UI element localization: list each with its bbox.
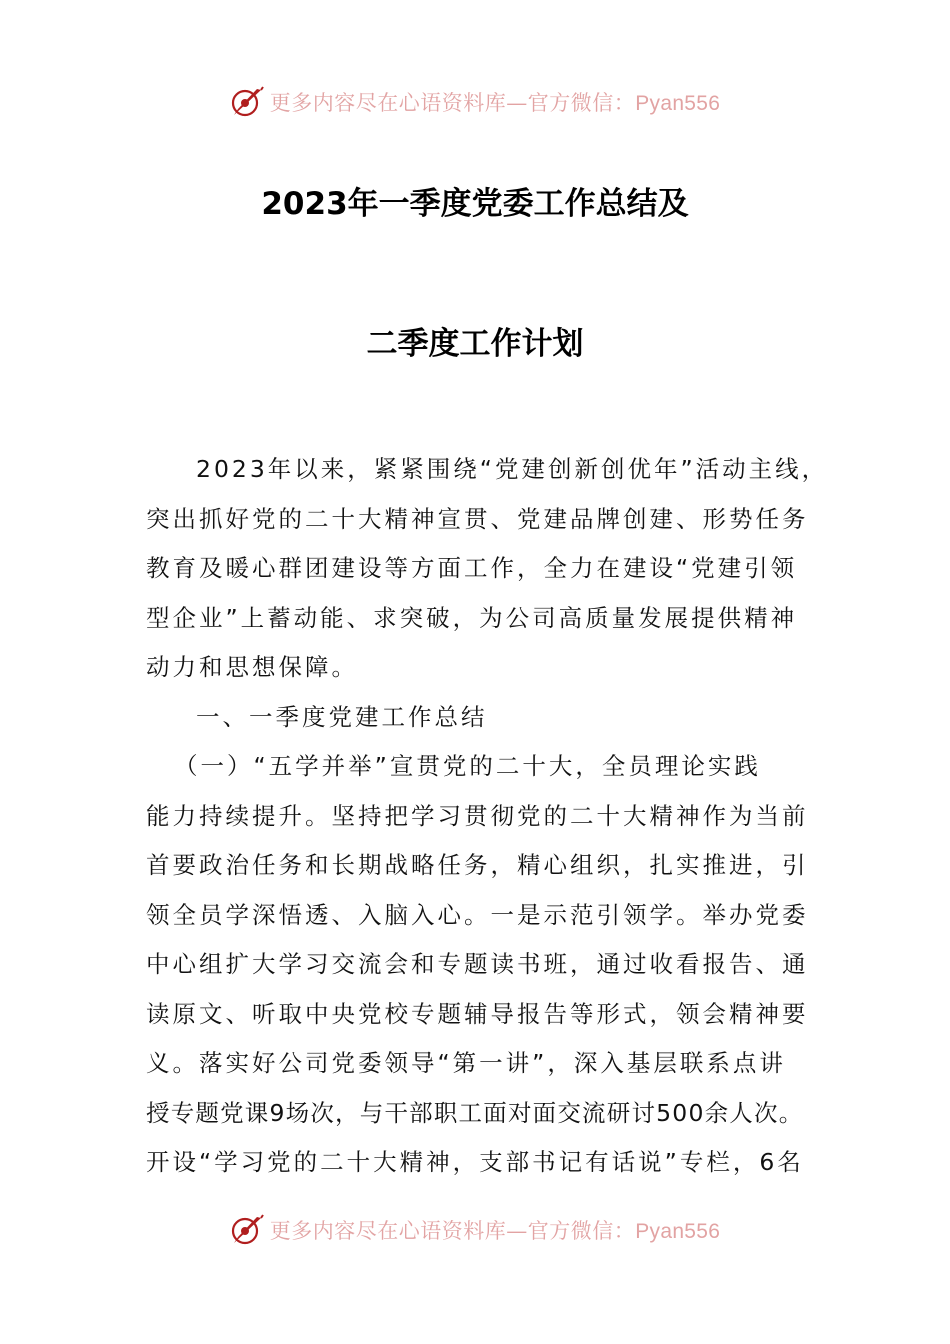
watermark-header (0, 82, 950, 122)
body-line: 动力和思想保障。 (146, 653, 358, 681)
body-line: 开设“学习党的二十大精神，支部书记有话说”专栏，6名 (146, 1148, 804, 1176)
body-line: 型企业”上蓄动能、求突破，为公司高质量发展提供精神 (146, 603, 798, 632)
pen-nib-circle-icon (230, 85, 264, 119)
body-line: 领全员学深悟透、入脑入心。一是示范引领学。举办党委 (146, 900, 809, 929)
watermark-text (270, 87, 721, 117)
body-line: 中心组扩大学习交流会和专题读书班，通过收看报告、通 (146, 950, 809, 978)
body-line: 突出抓好党的二十大精神宣贯、党建品牌创建、形势任务 (146, 504, 809, 533)
watermark-text (270, 1215, 721, 1245)
document-title-line-2: 二季度工作计划 (366, 326, 584, 362)
watermark-label: 更多内容尽在心语资料库—官方微信： (269, 1219, 636, 1243)
body-line: 首要政治任务和长期战略任务，精心组织，扎实推进，引 (146, 851, 809, 879)
body-line: 读原文、听取中央党校专题辅导报告等形式，领会精神要 (146, 999, 809, 1028)
section-heading: 一、一季度党建工作总结 (196, 702, 488, 731)
document-title-line-1: 2023年一季度党委工作总结及 (261, 186, 689, 222)
body-line: 能力持续提升。坚持把学习贯彻党的二十大精神作为当前 (146, 801, 809, 830)
watermark-footer (0, 1210, 950, 1250)
watermark-wechat-id: Pyan556 (635, 1220, 721, 1243)
watermark-wechat-id: Pyan556 (635, 92, 721, 115)
watermark-label: 更多内容尽在心语资料库—官方微信： (269, 91, 636, 115)
body-line: 教育及暖心群团建设等方面工作，全力在建设“党建引领 (146, 554, 798, 582)
pen-nib-circle-icon (230, 1213, 264, 1247)
body-line: 授专题党课9场次，与干部职工面对面交流研讨500余人次。 (146, 1098, 804, 1127)
subsection-heading-line: （一）“五学并举”宣贯党的二十大，全员理论实践 (174, 752, 761, 780)
body-line: 义。落实好公司党委领导“第一讲”，深入基层联系点讲 (146, 1049, 786, 1077)
document-body (146, 445, 829, 1188)
body-line: 2023年以来，紧紧围绕“党建创新创优年”活动主线， (196, 455, 829, 483)
